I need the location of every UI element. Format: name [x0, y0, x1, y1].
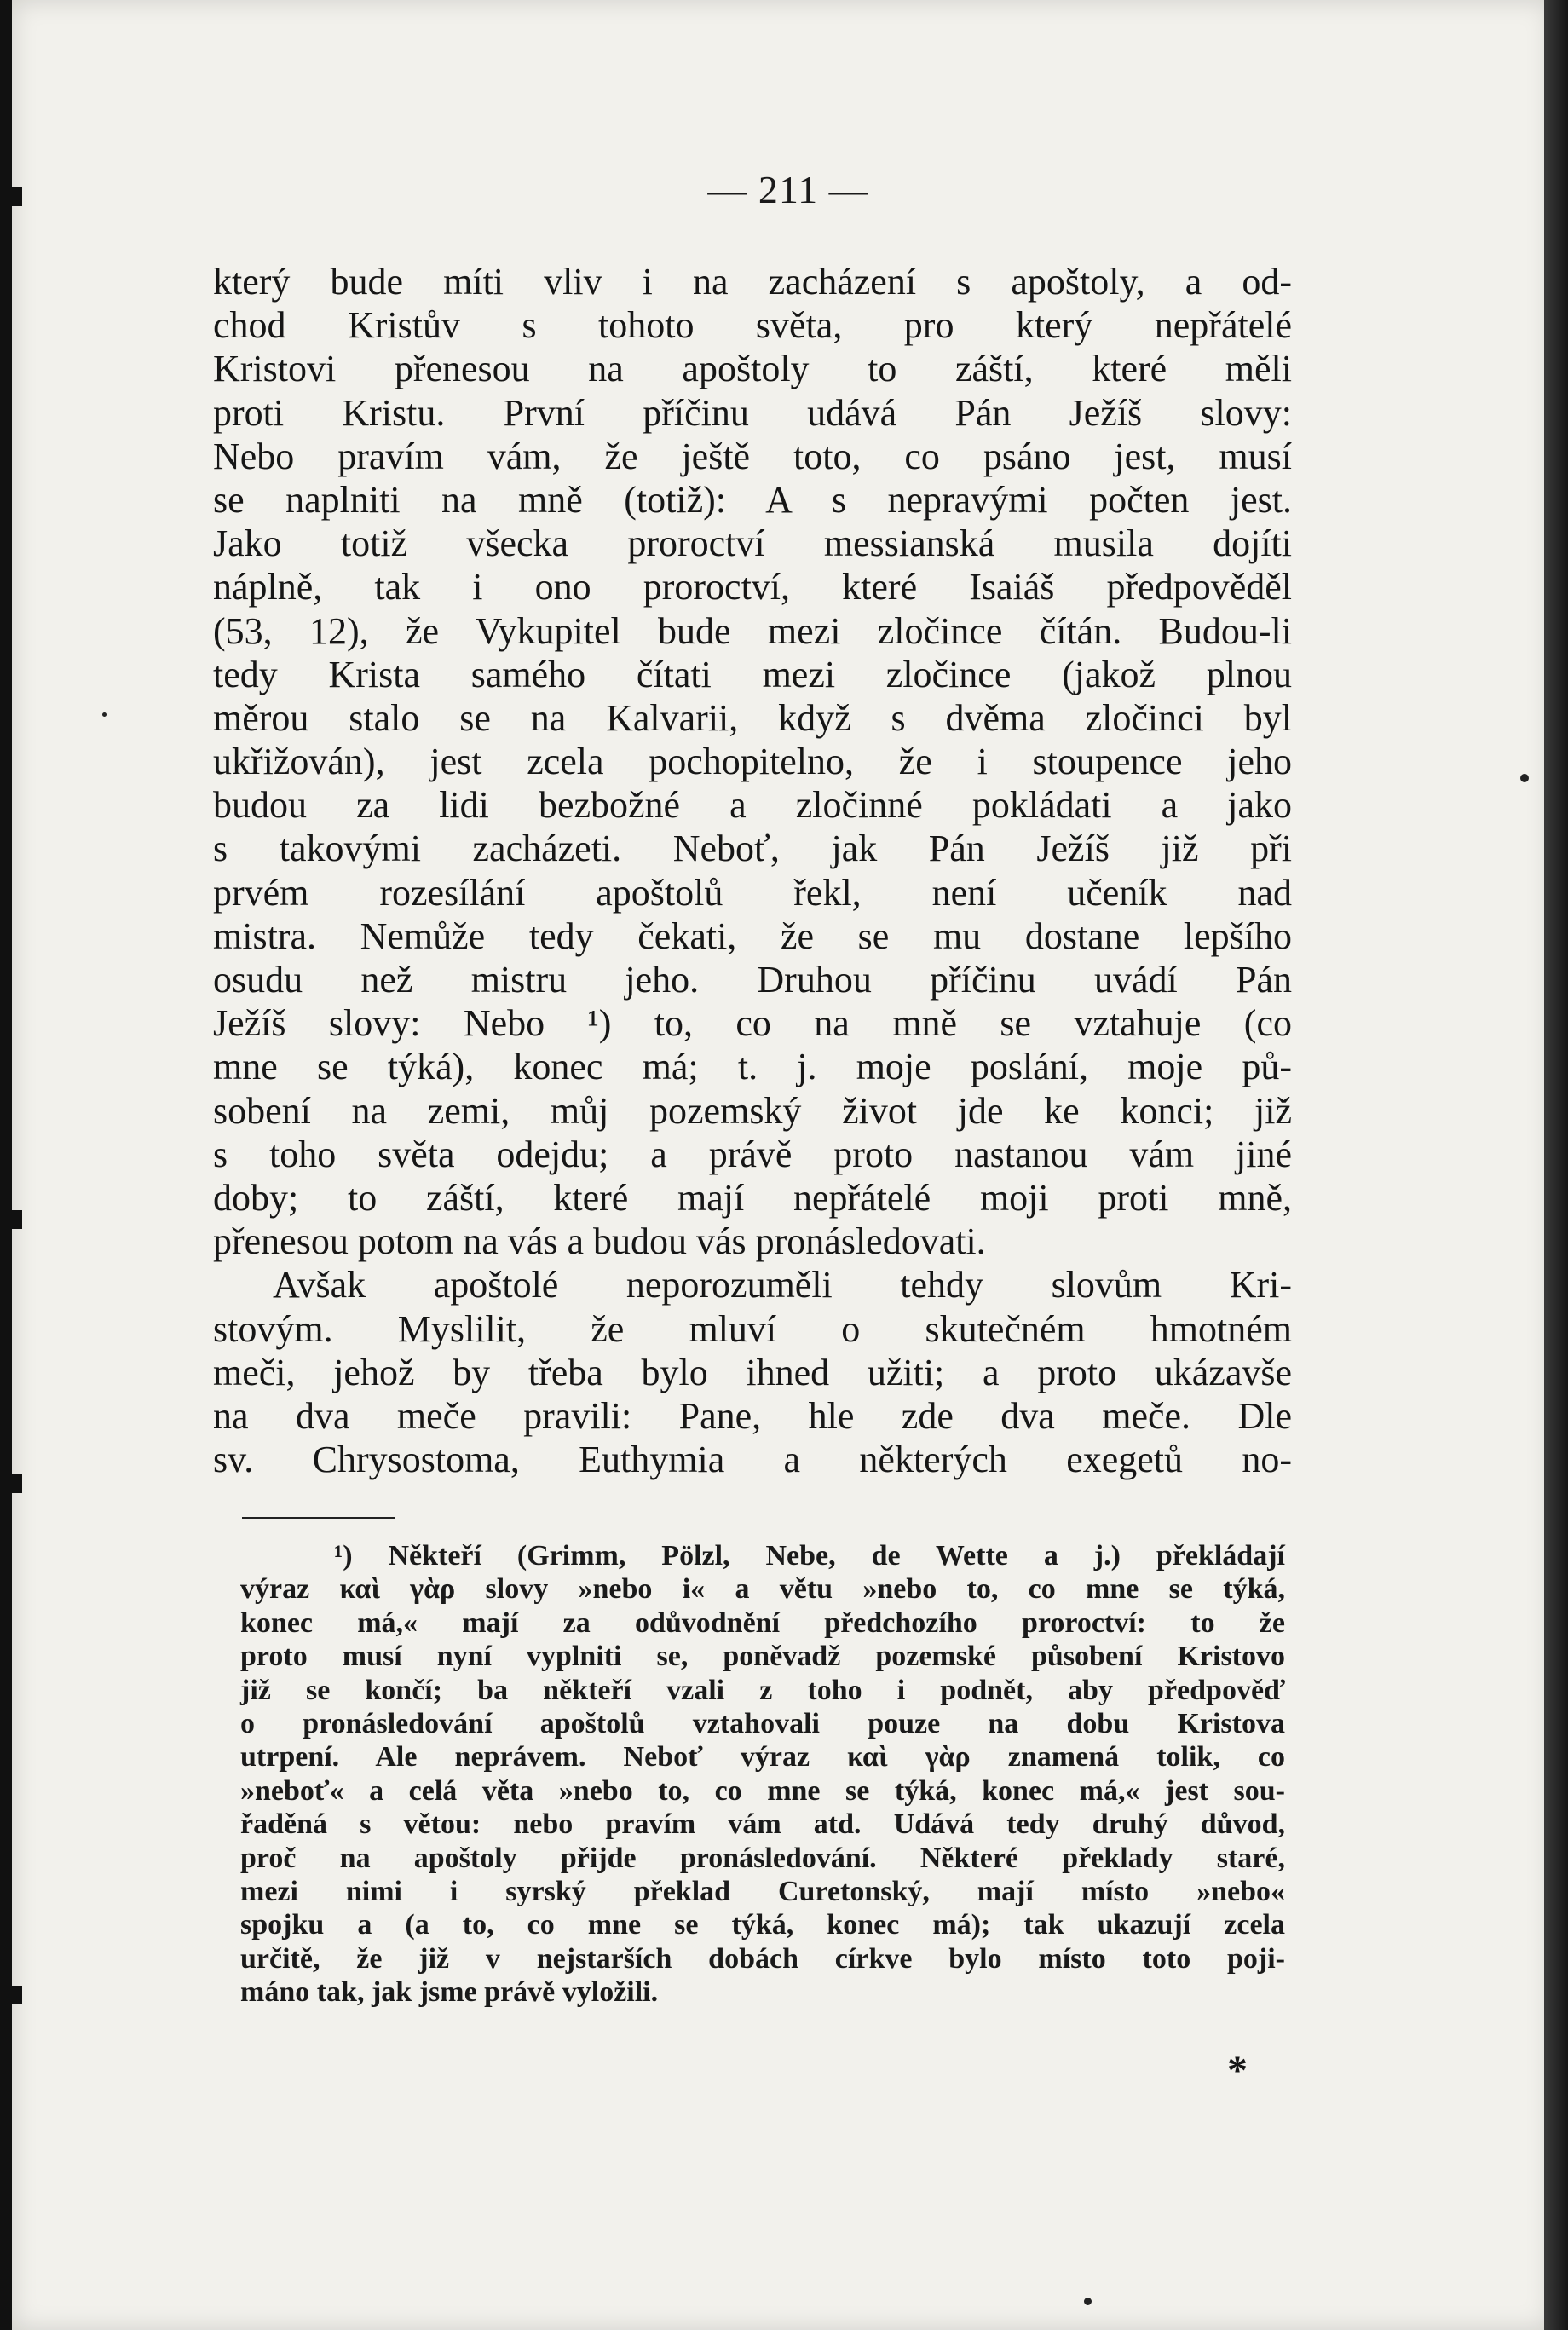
text-line: (53, 12), že Vykupitel bude mezi zločince čítán. Budou-li	[213, 609, 1292, 652]
footnote-line: proč na apoštoly přijde pronásledování. Některé překlady staré,	[240, 1842, 1285, 1874]
book-page	[12, 0, 1551, 2330]
footnote-line: řaděná s větou: nebo pravím vám atd. Udává tedy druhý důvod,	[240, 1808, 1285, 1841]
scan-left-mark	[0, 187, 22, 206]
text-line: Nebo pravím vám, že ještě toto, co psáno jest, musí	[213, 435, 1292, 477]
text-line: proti Kristu. První příčinu udává Pán Ježíš slovy:	[213, 391, 1292, 434]
print-speck	[1520, 774, 1529, 782]
text-line: měrou stalo se na Kalvarii, když s dvěma zločinci byl	[213, 696, 1292, 739]
footnote-line: spojku a (a to, co mne se týká, konec má); tak ukazují zcela	[240, 1909, 1285, 1941]
text-line: meči, jehož by třeba bylo ihned užiti; a proto ukázavše	[213, 1351, 1292, 1393]
text-line: mne se týká), konec má; t. j. moje poslání, moje pů-	[213, 1046, 1292, 1088]
text-line: s toho světa odejdu; a právě proto nastanou vám jiné	[213, 1133, 1292, 1175]
text-line: s takovými zacházeti. Neboť, jak Pán Ježíš již při	[213, 828, 1292, 870]
text-line: mistra. Nemůže tedy čekati, že se mu dostane lepšího	[213, 914, 1292, 957]
text-line: na dva meče pravili: Pane, hle zde dva meče. Dle	[213, 1394, 1292, 1437]
footnote-line: o pronásledování apoštolů vztahovali pouze na dobu Kristova	[240, 1707, 1285, 1739]
page-number: — 211 —	[707, 168, 869, 211]
footnote-divider	[242, 1517, 395, 1519]
scan-left-mark	[0, 1474, 22, 1493]
footnote-line: utrpení. Ale neprávem. Neboť výraz καὶ γὰρ znamená tolik, co	[240, 1741, 1285, 1773]
text-line: chod Kristův s tohoto světa, pro který nepřátelé	[213, 304, 1292, 347]
text-line: sv. Chrysostoma, Euthymia a některých exegetů no-	[213, 1439, 1292, 1481]
footnote-line: již se končí; ba někteří vzali z toho i podnět, aby předpověď	[240, 1674, 1285, 1706]
text-line: přenesou potom na vás a budou vás pronásledovati.	[213, 1220, 986, 1263]
footnote-line: konec má,« mají za odůvodnění předchozího proroctví: to že	[240, 1606, 1285, 1639]
scan-left-mark	[0, 1210, 22, 1229]
print-speck	[102, 712, 107, 717]
footnote-line: ¹) Někteří (Grimm, Pölzl, Nebe, de Wette a j.) překládají	[334, 1540, 1285, 1572]
text-line: osudu než mistru jeho. Druhou příčinu uvádí Pán	[213, 959, 1292, 1001]
text-line: doby; to záští, které mají nepřátelé moji proti mně,	[213, 1176, 1292, 1219]
text-line: se naplniti na mně (totiž): A s nepravými počten jest.	[213, 478, 1292, 521]
footnote-line: máno tak, jak jsme právě vyložili.	[240, 1976, 659, 2009]
text-line: sobení na zemi, můj pozemský život jde ke konci; již	[213, 1089, 1292, 1132]
scan-right-edge	[1544, 0, 1568, 2330]
signature-mark: *	[1227, 2048, 1248, 2093]
text-line: Ježíš slovy: Nebo ¹) to, co na mně se vztahuje (co	[213, 1002, 1292, 1045]
footnote-line: určitě, že již v nejstarších dobách církve bylo místo toto poji-	[240, 1942, 1285, 1975]
text-line: ukřižován), jest zcela pochopitelno, že i stoupence jeho	[213, 741, 1292, 783]
text-line: tedy Krista samého čítati mezi zločince (jakož plnou	[213, 653, 1292, 695]
footnote-line: proto musí nyní vyplniti se, poněvadž pozemské působení Kristovo	[240, 1641, 1285, 1673]
text-line: budou za lidi bezbožné a zločinné pokládati a jako	[213, 784, 1292, 827]
text-line: stovým. Myslilit, že mluví o skutečném hmotném	[213, 1307, 1292, 1350]
text-line: Jako totiž všecka proroctví messianská musila dojíti	[213, 522, 1292, 565]
footnote-line: mezi nimi i syrský překlad Curetonský, mají místo »nebo«	[240, 1875, 1285, 1907]
footnote-text	[240, 1539, 1285, 2009]
text-line: prvém rozesílání apoštolů řekl, není učeník nad	[213, 871, 1292, 914]
footnote-line: výraz καὶ γὰρ slovy »nebo i« a větu »nebo to, co mne se týká,	[240, 1573, 1285, 1606]
print-speck	[1084, 2298, 1092, 2305]
text-line: Kristovi přenesou na apoštoly to záští, které měli	[213, 348, 1292, 390]
main-text	[213, 260, 1292, 1481]
text-line: který bude míti vliv i na zacházení s apoštoly, a od-	[213, 261, 1292, 303]
footnote-line: »neboť« a celá věta »nebo to, co mne se týká, konec má,« jest sou-	[240, 1774, 1285, 1807]
text-line: náplně, tak i ono proroctví, které Isaiáš předpověděl	[213, 566, 1292, 608]
scan-left-mark	[0, 1986, 22, 2004]
text-line: Avšak apoštolé neporozuměli tehdy slovům Kri-	[273, 1264, 1292, 1306]
